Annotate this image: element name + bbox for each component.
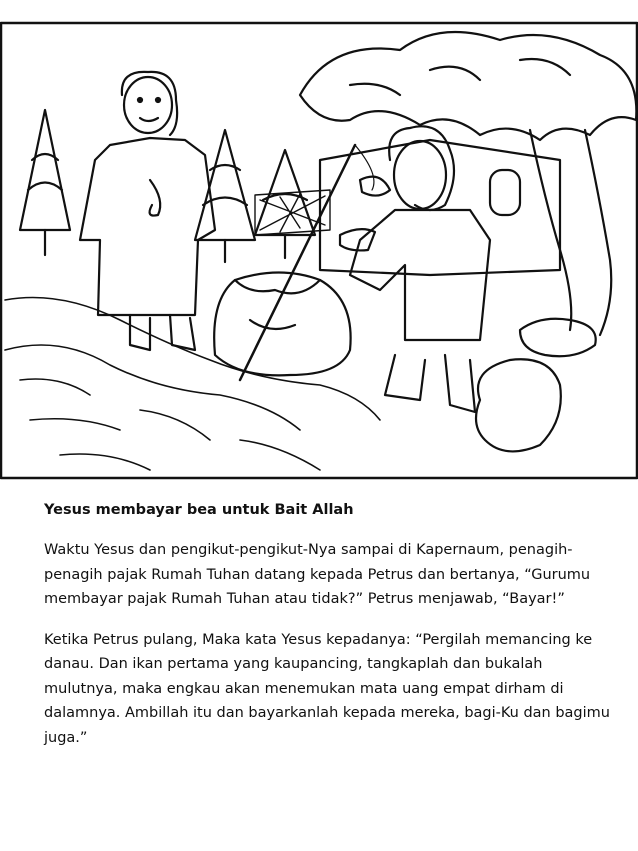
fishing-rod-icon [240, 145, 355, 380]
jesus-figure-icon [80, 72, 215, 350]
rock-icon [476, 319, 596, 452]
water-icon [5, 298, 380, 471]
story-paragraph-2: Ketika Petrus pulang, Maka kata Yesus kepadanya: “Pergilah memancing ke danau. Dan ikan pertama yang kaupancing, tangkaplah dan bukalah mulutnya, maka engkau akan menemukan mata uang empat dirham di dalamnya. Ambillah itu dan bayarkanlah kepada mereka, bagi-Ku dan bagimu juga.” [44, 631, 610, 746]
tree-icon [195, 130, 255, 262]
story-paragraph-1: Waktu Yesus dan pengikut-pengikut-Nya sampai di Kapernaum, penagih-penagih pajak Rumah Tuhan datang kepada Petrus dan bertanya, “Gurumu membayar pajak Rumah Tuhan atau tidak?” Petrus menjawab, “Bayar!” [44, 542, 591, 607]
fish-icon [360, 177, 390, 196]
fence-icon [255, 190, 330, 235]
story-title: Yesus membayar bea untuk Bait Allah [44, 502, 354, 518]
tree-icon [20, 110, 70, 255]
rock-icon [214, 273, 350, 376]
peter-figure-icon [340, 126, 490, 412]
tree-canopy-icon [300, 32, 636, 335]
story-caption [44, 500, 614, 766]
